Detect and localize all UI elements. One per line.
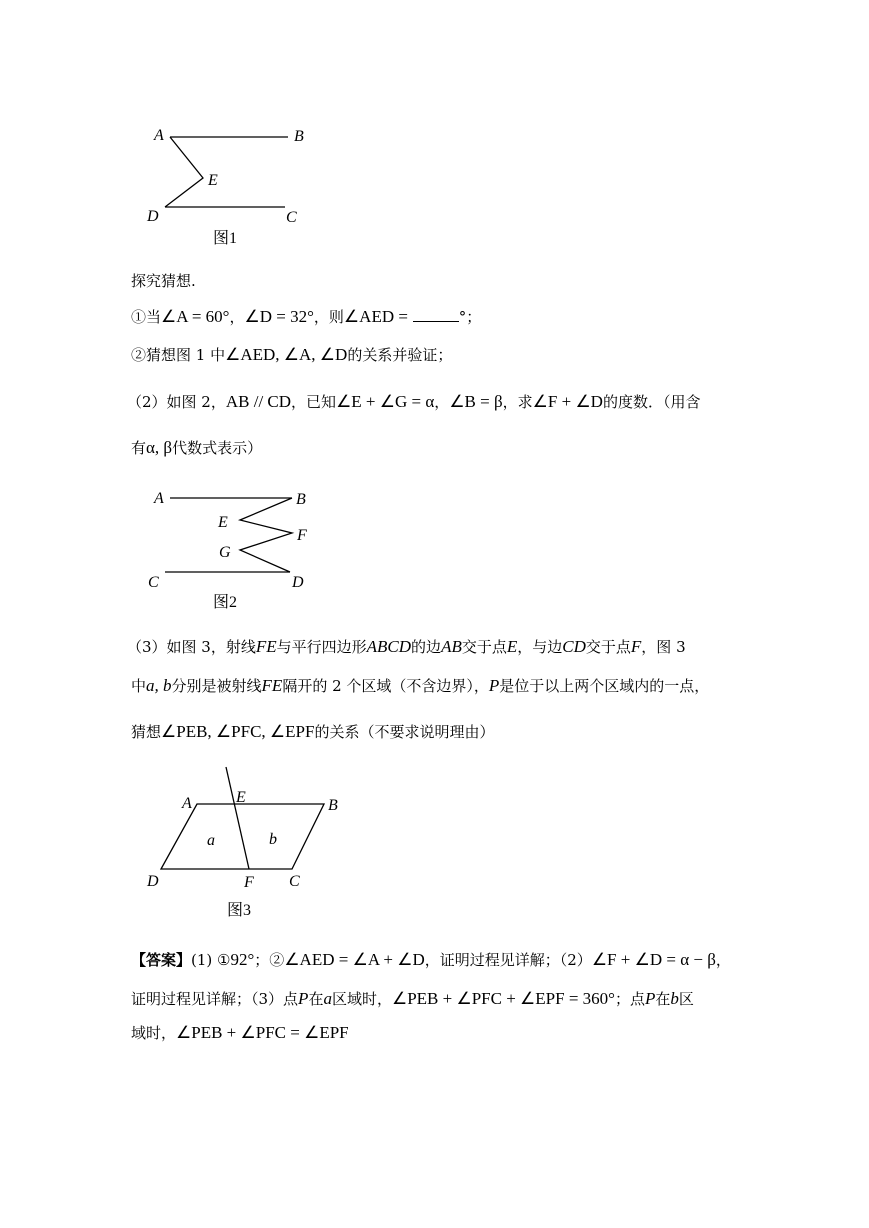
label-E: E	[208, 172, 218, 189]
label-F: F	[244, 874, 254, 891]
question-3: （3）如图 3，射线FE与平行四边形ABCD的边AB交于点E，与边CD交于点F，图 3	[127, 637, 686, 656]
figure-1	[140, 120, 320, 250]
ray-fe	[226, 767, 249, 869]
question-1b: ②猜想图 1 中∠AED, ∠A, ∠D的关系并验证；	[131, 345, 453, 364]
question-2-cont: 有α, β代数式表示）	[131, 438, 263, 457]
label-G: G	[219, 544, 231, 561]
answer-line-1: 【答案】(1) ①92°；②∠AED = ∠A + ∠D，证明过程见详解；（2）∠F + ∠D = α − β，	[131, 950, 731, 969]
question-3-cont: 中a, b分别是被射线FE隔开的 2 个区域（不含边界），P是位于以上两个区域内的一点，	[131, 676, 710, 695]
question-2: （2）如图 2，AB // CD，已知∠E + ∠G = α，∠B = β，求∠F + ∠D的度数．（用含	[127, 392, 701, 411]
explore-heading: 探究猜想.	[131, 272, 196, 290]
label-region-b: b	[269, 831, 277, 848]
label-B: B	[294, 128, 304, 145]
label-E: E	[236, 789, 246, 806]
label-D: D	[147, 208, 159, 225]
label-C: C	[286, 209, 297, 226]
figure-3-caption: 图3	[227, 902, 252, 919]
zigzag-bgefd	[240, 498, 292, 572]
label-C: C	[148, 574, 159, 591]
label-F: F	[297, 527, 307, 544]
label-D: D	[292, 574, 304, 591]
figure-2	[140, 485, 320, 615]
label-A: A	[182, 795, 192, 812]
parallelogram-abcd	[161, 804, 324, 869]
answer-blank	[413, 309, 459, 322]
label-A: A	[154, 127, 164, 144]
question-3-guess: 猜想∠PEB, ∠PFC, ∠EPF的关系（不要求说明理由）	[131, 722, 495, 741]
question-1a: ①当∠A = 60°，∠D = 32°，则∠AED = °；	[131, 307, 482, 326]
figure-2-caption: 图2	[213, 594, 238, 611]
answer-line-3: 域时，∠PEB + ∠PFC = ∠EPF	[131, 1023, 349, 1042]
figure-3	[140, 762, 350, 922]
label-region-a: a	[207, 832, 215, 849]
label-E: E	[218, 514, 228, 531]
label-A: A	[154, 490, 164, 507]
label-C: C	[289, 873, 300, 890]
line-aed	[165, 137, 203, 207]
label-B: B	[296, 491, 306, 508]
label-D: D	[147, 873, 159, 890]
figure-1-caption: 图1	[213, 230, 238, 247]
label-B: B	[328, 797, 338, 814]
answer-line-2: 证明过程见详解；（3）点P在a区域时，∠PEB + ∠PFC + ∠EPF = 360°；点P在b区	[131, 989, 694, 1008]
